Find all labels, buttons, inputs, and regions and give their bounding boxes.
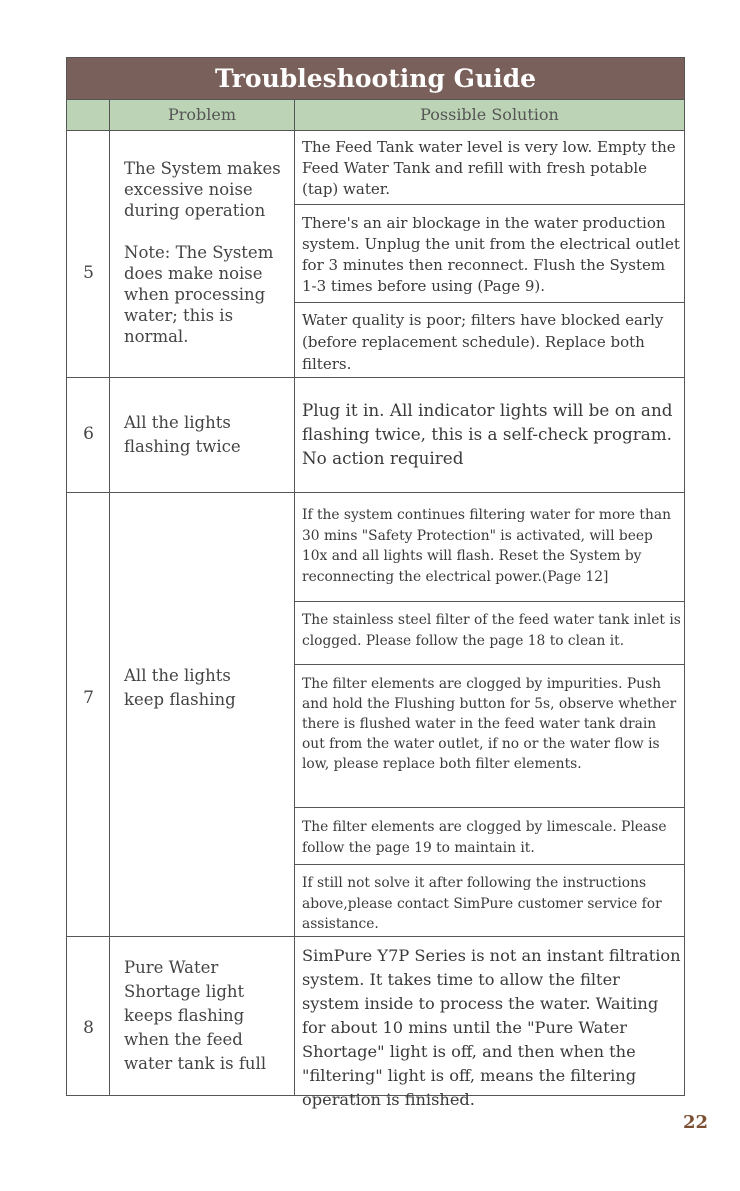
header-solution: Possible Solution — [420, 105, 559, 124]
row-divider-6 — [67, 492, 684, 493]
problem-7: All the lights keep flashing — [124, 666, 236, 709]
solution-divider — [294, 807, 684, 808]
row-number-7: 7 — [83, 688, 94, 708]
problem-8: Pure Water Shortage light keeps flashing when the feed water tank is full — [124, 958, 267, 1073]
solution-divider — [294, 302, 684, 303]
solution-7-3: The filter elements are clogged by impurities. Push and hold the Flushing button for 5s, observe whether there is flushed water in the feed water tank drain out from the water outlet, if no or the water flow is low, please replace both filter elements. — [302, 676, 677, 772]
table-header-row — [67, 99, 684, 131]
row-divider-5 — [67, 377, 684, 378]
column-divider-number — [109, 99, 110, 1096]
problem-6: All the lights flashing twice — [124, 413, 241, 456]
solution-7-2: The stainless steel filter of the feed water tank inlet is clogged. Please follow the page 18 to clean it. — [302, 612, 681, 649]
solution-divider — [294, 864, 684, 865]
solution-5-2: There's an air blockage in the water production system. Unplug the unit from the electrical outlet for 3 minutes then reconnect. Flush the System 1-3 times before using (Page 9). — [302, 214, 680, 295]
solution-divider — [294, 664, 684, 665]
solution-6-1: Plug it in. All indicator lights will be on and flashing twice, this is a self-check program. No action required — [302, 400, 673, 468]
row-number-6: 6 — [83, 424, 94, 444]
table-title: Troubleshooting Guide — [67, 58, 684, 99]
solution-7-4: The filter elements are clogged by limescale. Please follow the page 19 to maintain it. — [302, 819, 667, 856]
solution-divider — [294, 601, 684, 602]
header-problem: Problem — [167, 105, 237, 124]
solution-8-1: SimPure Y7P Series is not an instant filtration system. It takes time to allow the filter system inside to process the water. Waiting for about 10 mins until the "Pure Water Shortage" light is off, and then when the "filtering" light is off, means the filtering operation is finished. — [302, 946, 681, 1109]
problem-5: The System makes excessive noise during operation — [124, 159, 281, 220]
solution-5-3: Water quality is poor; filters have blocked early (before replacement schedule). Replace both filters. — [302, 311, 664, 373]
row-number-5: 5 — [83, 263, 94, 283]
column-divider-problem — [294, 99, 295, 1096]
page-number: 22 — [683, 1112, 709, 1133]
troubleshooting-table — [66, 57, 685, 1109]
solution-5-1: The Feed Tank water level is very low. Empty the Feed Water Tank and refill with fresh potable (tap) water. — [302, 138, 676, 198]
row-divider-7 — [67, 936, 684, 937]
solution-7-5: If still not solve it after following the instructions above,please contact SimPure customer service for assistance. — [302, 875, 662, 932]
row-number-8: 8 — [83, 1018, 94, 1038]
solution-divider — [294, 204, 684, 205]
problem-5-note: Note: The System does make noise when processing water; this is normal. — [124, 243, 274, 346]
solution-7-1: If the system continues filtering water for more than 30 mins "Safety Protection" is activated, will beep 10x and all lights will flash. Reset the System by reconnecting the electrical power.(Page 12] — [302, 507, 671, 585]
